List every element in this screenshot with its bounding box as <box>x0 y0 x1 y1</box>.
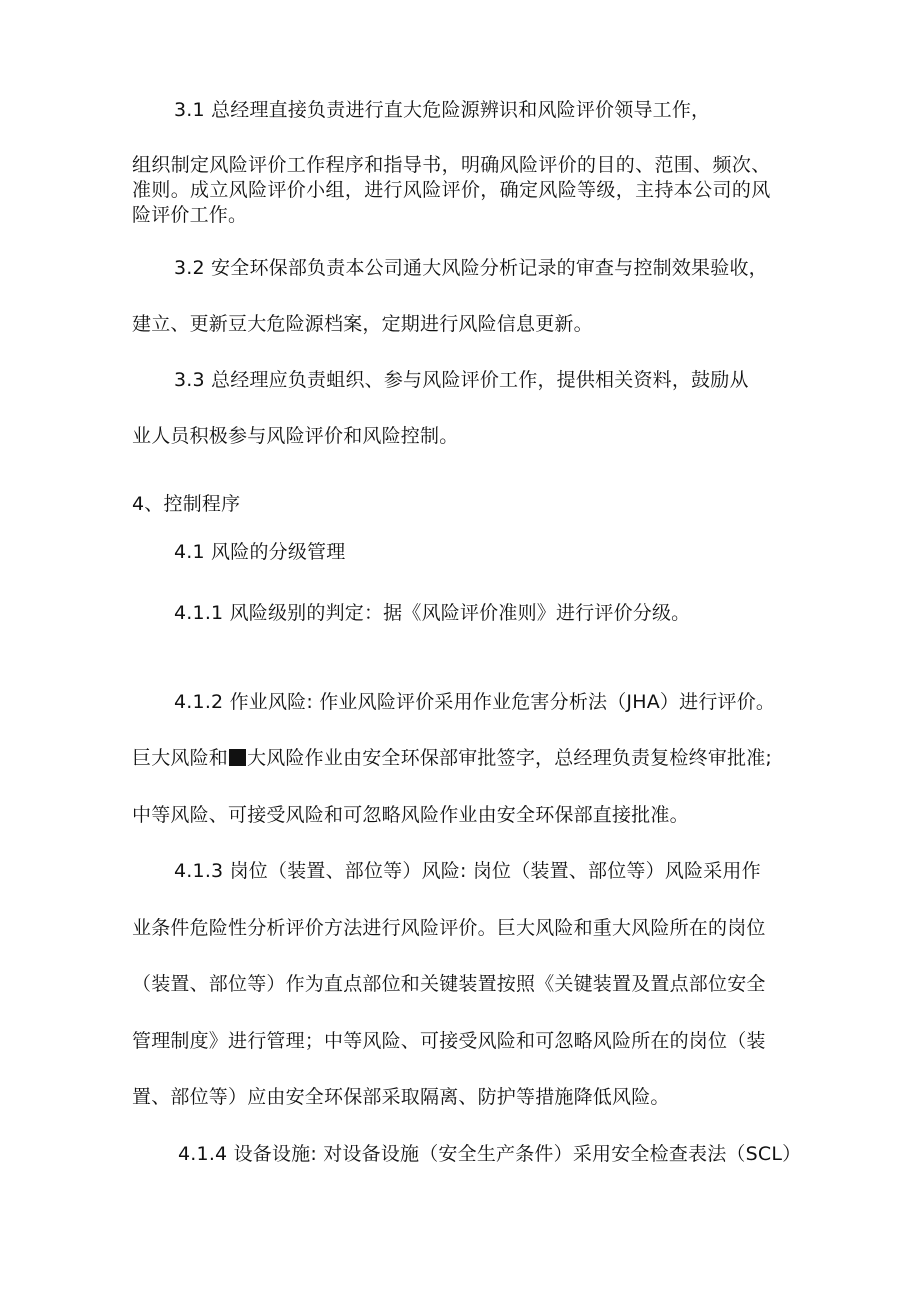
section-4-1-heading: 4.1 风险的分级管理 <box>174 541 346 563</box>
para-4-1-3-line-1: 4.1.3 岗位（装置、部位等）风险: 岗位（装置、部位等）风险采用作 <box>174 860 761 882</box>
para-4-1-3-line-4: 管理制度》进行管理；中等风险、可接受风险和可忽略风险所在的岗位（装 <box>132 1030 766 1052</box>
para-4-1-3-line-5: 置、部位等）应由安全环保部采取隔离、防护等措施降低风险。 <box>132 1086 670 1108</box>
para-3-1-line-1: 3.1 总经理直接负责进行直大危险源辨识和风险评价领导工作， <box>174 99 711 121</box>
para-4-1-2-line-2-end: 大风险作业由安全环保部审批签字，总经理负责复检终审批准; <box>247 747 773 769</box>
para-4-1-2-line-2-start: 巨大风险和 <box>132 747 229 769</box>
para-4-1-3-line-3: （装置、部位等）作为直点部位和关键装置按照《关键装置及置点部位安全 <box>132 973 766 995</box>
para-4-1-2-line-1: 4.1.2 作业风险: 作业风险评价采用作业危害分析法（JHA）进行评价。 <box>174 691 776 713</box>
para-3-2-line-1: 3.2 安全环保部负责本公司通大风险分析记录的审查与控制效果验收， <box>174 257 768 279</box>
section-4-1-1: 4.1.1 风险级别的判定：据《风险评价准则》进行评价分级。 <box>174 602 691 624</box>
para-3-1-line-2: 组织制定风险评价工作程序和指导书，明确风险评价的目的、范围、频次、 <box>132 154 771 176</box>
para-3-2-line-2: 建立、更新豆大危险源档案，定期进行风险信息更新。 <box>132 313 593 335</box>
para-3-1-line-3: 准则。成立风险评价小组，进行风险评价，确定风险等级，主持本公司的风 <box>132 179 771 201</box>
black-square-mark <box>229 749 246 766</box>
para-3-3-line-2: 业人员积极参与风险评价和风险控制。 <box>132 425 459 447</box>
para-4-1-2-line-3: 中等风险、可接受风险和可忽略风险作业由安全环保部直接批准。 <box>132 804 689 826</box>
para-4-1-3-line-2: 业条件危险性分析评价方法进行风险评价。巨大风险和重大风险所在的岗位 <box>132 917 766 939</box>
para-4-1-2-line-2 <box>132 746 772 770</box>
section-4-heading: 4、控制程序 <box>132 493 241 515</box>
para-3-1-line-4: 险评价工作。 <box>132 204 248 226</box>
para-4-1-4-line-1: 4.1.4 设备设施: 对设备设施（安全生产条件）采用安全检查表法（SCL） <box>178 1143 802 1165</box>
para-3-3-line-1: 3.3 总经理应负责蛆织、参与风险评价工作，提供相关资料，鼓励从 <box>174 369 749 391</box>
